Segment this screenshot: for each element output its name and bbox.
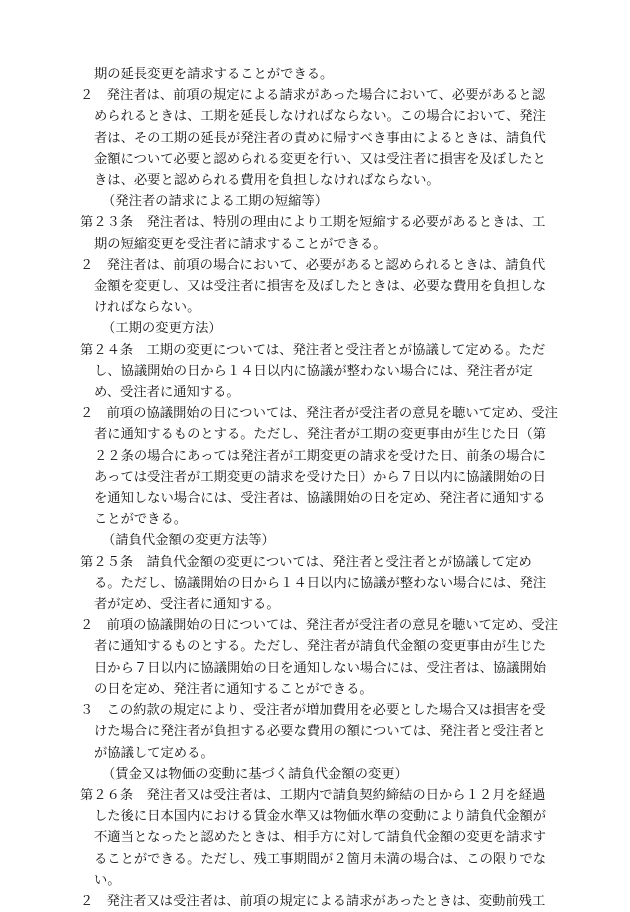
article-caption: （賃金又は物価の変動に基づく請負代金額の変更）	[102, 766, 408, 782]
article-caption: （発注者の請求による工期の短縮等）	[102, 194, 329, 210]
paragraph: ３ この約款の規定により、受注者が増加費用を必要とした場合又は損害を受けた場合に発注者が負担する必要な費用の額については、発注者と受注者とが協議して定める。	[80, 703, 546, 761]
continued-text: 期の延長変更を請求することができる。	[94, 67, 334, 82]
article-25: 第２５条 請負代金額の変更については、発注者と受注者とが協議して定める。ただし、協議開始の日から１４日以内に協議が整わない場合には、発注者が定め、受注者に通知する。	[80, 554, 547, 613]
contract-text	[80, 64, 558, 912]
article-caption: （請負代金額の変更方法等）	[102, 533, 275, 549]
article-23: 第２３条 発注者は、特別の理由により工期を短縮する必要があるときは、工期の短縮変更を受注者に請求することができる。	[80, 215, 546, 252]
paragraph: ２ 前項の協議開始の日については、発注者が受注者の意見を聴いて定め、受注者に通知するものとする。ただし、発注者が工期の変更事由が生じた日（第２２条の場合にあっては発注者が工期変更の請求を受けた日、前条の場合にあっては受注者が工期変更の請求を受けた日）から７日以内に協議開始の日を通知しない場合には、受注者は、協議開始の日を定め、発注者に通知することができる。	[80, 406, 558, 528]
paragraph: ２ 発注者又は受注者は、前項の規定による請求があったときは、変動前残工	[80, 893, 546, 909]
article-caption: （工期の変更方法）	[102, 321, 222, 337]
article-24: 第２４条 工期の変更については、発注者と受注者とが協議して定める。ただし、協議開始の日から１４日以内に協議が整わない場合には、発注者が定め、受注者に通知する。	[80, 342, 546, 401]
paragraph: ２ 前項の協議開始の日については、発注者が受注者の意見を聴いて定め、受注者に通知するものとする。ただし、発注者が請負代金額の変更事由が生じた日から７日以内に協議開始の日を通知しない場合には、受注者は、協議開始の日を定め、発注者に通知することができる。	[80, 618, 558, 697]
article-26: 第２６条 発注者又は受注者は、工期内で請負契約締結の日から１２月を経過した後に日本国内における賃金水準又は物価水準の変動により請負代金額が不適当となったと認めたときは、相手方に対して請負代金額の変更を請求することができる。ただし、残工事期間が２箇月未満の場合は、この限りでない。	[80, 787, 547, 888]
paragraph: ２ 発注者は、前項の規定による請求があった場合において、必要があると認められるときは、工期を延長しなければならない。この場合において、発注者は、その工期の延長が発注者の責めに帰すべき事由によるときは、請負代金額について必要と認められる変更を行い、又は受注者に損害を及ぼしたときは、必要と認められる費用を負担しなければならない。	[80, 88, 546, 189]
paragraph: ２ 発注者は、前項の場合において、必要があると認められるときは、請負代金額を変更し、又は受注者に損害を及ぼしたときは、必要な費用を負担しなければならない。	[80, 257, 547, 316]
